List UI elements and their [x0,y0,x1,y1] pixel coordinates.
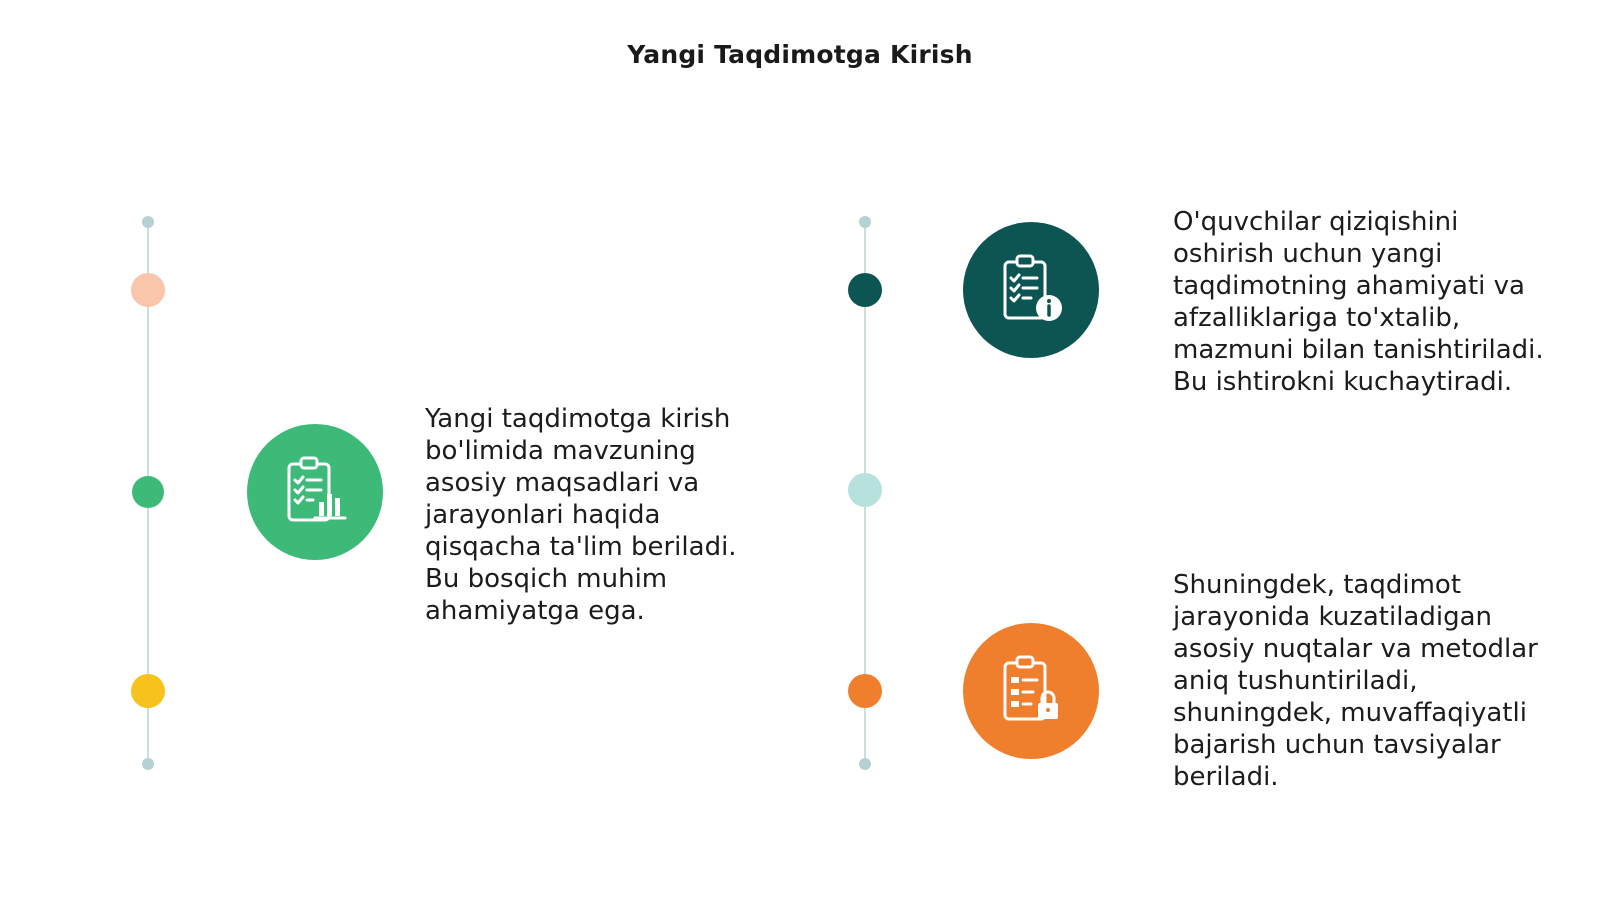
item-1-description: Yangi taqdimotga kirish bo'limida mavzuning asosiy maqsadlari va jarayonlari haqida qisqacha ta'lim beriladi. Bu bosqich muhim ahamiyatga ega. [425,404,737,626]
left-timeline-bottom-end [142,758,154,770]
clipboard-chart-icon [247,424,383,560]
page-title: Yangi Taqdimotga Kirish [627,40,973,69]
clipboard-info-icon [963,222,1099,358]
timeline-dot-yellow [131,674,165,708]
left-timeline-top-end [142,216,154,228]
item-3-description: Shuningdek, taqdimot jarayonida kuzatiladigan asosiy nuqtalar va metodlar aniq tushuntiriladi, shuningdek, muvaffaqiyatli bajarish uchun tavsiyalar beriladi. [1173,570,1538,792]
right-timeline-bottom-end [859,758,871,770]
timeline-dot-peach [131,273,165,307]
timeline-dot-orange [848,674,882,708]
timeline-dot-dark-teal [848,273,882,307]
right-timeline-top-end [859,216,871,228]
item-2-description: O'quvchilar qiziqishini oshirish uchun yangi taqdimotning ahamiyati va afzalliklariga to'xtalib, mazmuni bilan tanishtiriladi. Bu ishtirokni kuchaytiradi. [1173,207,1544,397]
clipboard-lock-icon [963,623,1099,759]
timeline-dot-mint [848,473,882,507]
timeline-dot-green [132,476,164,508]
